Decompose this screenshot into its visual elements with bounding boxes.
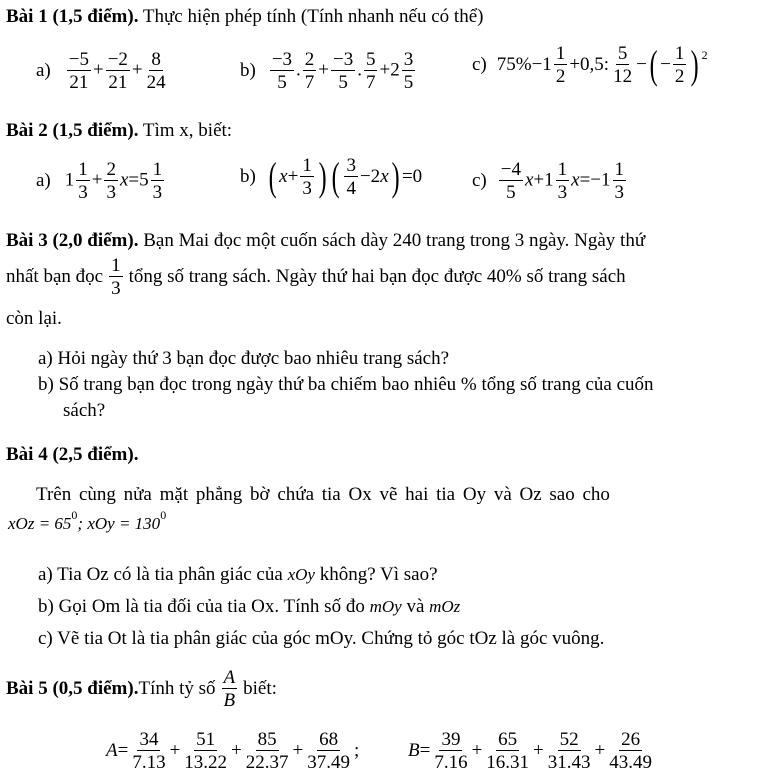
expr-2c: $\frac{-4}{5}$ x+1 $\frac{1}{3}$ x=−1 $\frac{1}{3}$ bbox=[500, 159, 625, 203]
expr-A: A = 34 7.13 + 51 13.22 + 85 22.37 + 68 37.49 ; bbox=[106, 729, 360, 773]
bai5-title: Bài 5 (0,5 điểm). bbox=[6, 678, 139, 699]
bai4-qb-text1: b) Gọi Om là tia đối của tia Ox. Tính số đo bbox=[38, 596, 370, 617]
bai1-a bbox=[36, 50, 170, 92]
bai3-line2 bbox=[6, 256, 626, 298]
bai3-text1: Bạn Mai đọc một cuốn sách dày 240 trang trong 3 ngày. Ngày thứ bbox=[138, 230, 646, 251]
bai3-line1 bbox=[6, 230, 645, 252]
expr-2b: ( x + 1 3 ) ( 3 4 −2 x ) =0 bbox=[268, 154, 423, 199]
label-c: c) bbox=[472, 54, 487, 75]
bai1-heading bbox=[6, 6, 483, 28]
bai2-text: Tìm x, biết: bbox=[138, 120, 233, 141]
bai4-qa-text1: a) Tia Oz có là tia phân giác của bbox=[38, 564, 288, 585]
bai1-text: Thực hiện phép tính (Tính nhanh nếu có thể) bbox=[138, 6, 484, 27]
bai3-qb2: sách? bbox=[63, 400, 106, 421]
bai4-qb-text2: và bbox=[401, 596, 430, 617]
bai1-c bbox=[472, 44, 708, 86]
bai5-heading bbox=[6, 668, 277, 710]
bai4-title: Bài 4 (2,5 điểm). bbox=[6, 444, 139, 465]
bai2-a bbox=[36, 160, 166, 202]
bai5-text2: biết: bbox=[243, 678, 277, 699]
expr-B: B = 39 7.16 + 65 16.31 + 52 31.43 + 26 43.49 bbox=[408, 729, 652, 773]
bai4-angles: xOz = $65^0$; xOy = $130^0$ bbox=[8, 508, 167, 533]
bai3-qb1: b) Số trang bạn đọc trong ngày thứ ba chiếm bao nhiêu % tổng số trang của cuốn bbox=[38, 374, 654, 395]
fraction-1-3: 1 3 bbox=[111, 255, 121, 299]
bai1-b bbox=[240, 50, 417, 92]
bai5-text1: Tính tỷ số bbox=[138, 678, 216, 699]
bai3-line3: còn lại. bbox=[6, 308, 62, 329]
bai4-line1: Trên cùng nửa mặt phẳng bờ chứa tia Ox vẽ hai tia Oy và Oz sao cho bbox=[36, 484, 610, 505]
bai2-title: Bài 2 (1,5 điểm). bbox=[6, 120, 139, 141]
expr-1b: $\frac{-3}{5}$ . $\frac{2}{7}$ + $\frac{-3}{5}$ . $\frac{5}{7}$ +2 $\frac{3}{5}$ bbox=[271, 49, 414, 93]
bai4-qb: b) Gọi Om là tia đối của tia Ox. Tính số đo mOy và mOz bbox=[38, 596, 461, 617]
expr-1a: $\frac{-5}{21}$ + $\frac{-2}{21}$ + $\frac{8}{24}$ bbox=[68, 49, 166, 93]
bai2-b bbox=[240, 156, 422, 198]
bai4-qa-text2: không? Vì sao? bbox=[314, 564, 438, 585]
bai2-c bbox=[472, 160, 628, 202]
bai3-qa: a) Hỏi ngày thứ 3 bạn đọc được bao nhiêu trang sách? bbox=[38, 348, 450, 369]
bai3-text2a: nhất bạn đọc bbox=[6, 266, 104, 287]
label-c: c) bbox=[472, 170, 487, 191]
label-a: a) bbox=[36, 170, 51, 191]
label-b: b) bbox=[240, 166, 256, 187]
bai4-qc: c) Vẽ tia Ot là tia phân giác của góc mOy. Chứng tỏ góc tOz là góc vuông. bbox=[38, 628, 605, 649]
expr-1c: 75%−1 1 2 +0,5: 5 12 − ( − 1 2 ) 2 bbox=[496, 42, 708, 87]
label-a: a) bbox=[36, 60, 51, 81]
bai1-title: Bài 1 (1,5 điểm). bbox=[6, 6, 139, 27]
expr-2a: 1 $\frac{1}{3}$ + $\frac{2}{3}$ x=5 $\frac{1}{3}$ bbox=[64, 159, 163, 203]
bai3-title: Bài 3 (2,0 điểm). bbox=[6, 230, 139, 251]
bai4-qa: a) Tia Oz có là tia phân giác của xOy không? Vì sao? bbox=[38, 564, 438, 585]
bai3-text2b: tổng số trang sách. Ngày thứ hai bạn đọc được 40% số trang sách bbox=[128, 266, 626, 287]
label-b: b) bbox=[240, 60, 256, 81]
bai2-heading bbox=[6, 120, 232, 142]
fraction-a-b: A B bbox=[223, 667, 236, 711]
